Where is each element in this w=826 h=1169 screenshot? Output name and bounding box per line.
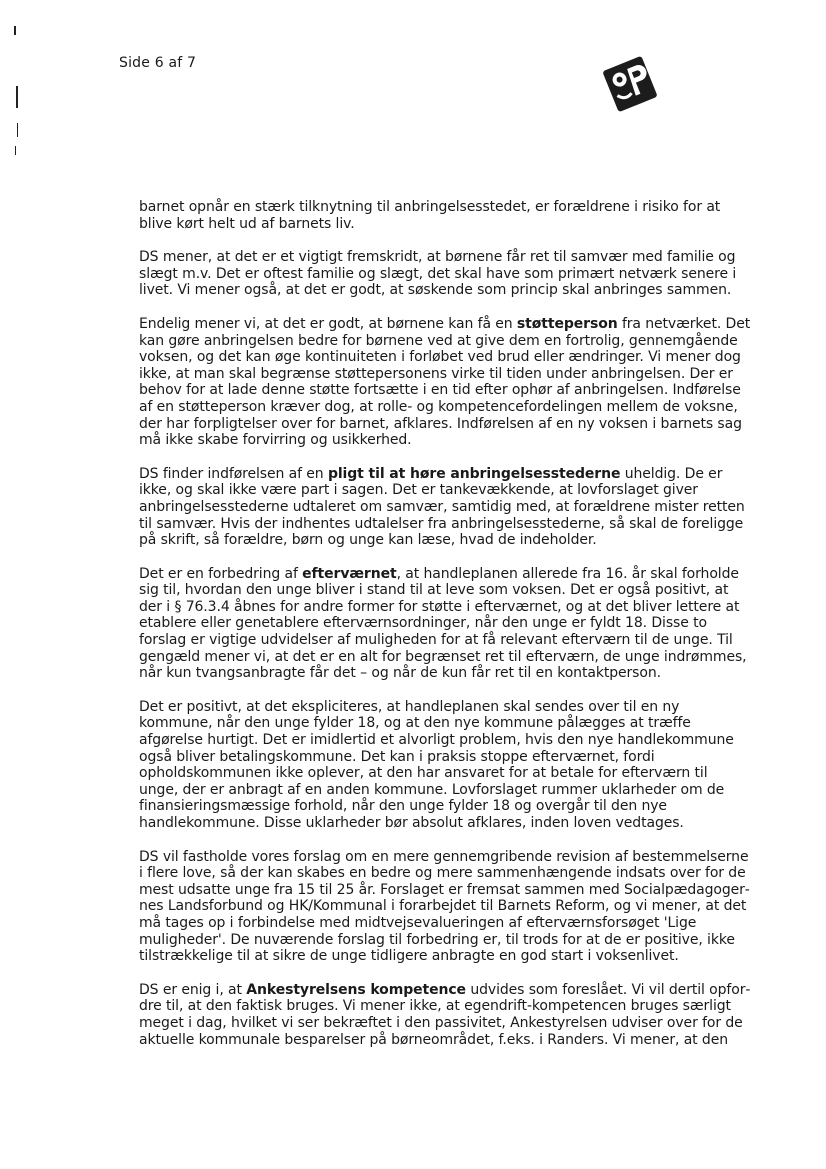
paragraph	[139, 466, 751, 549]
paragraph-text: Det er positivt, at det ekspliciteres, at handleplanen skal sendes over til en ny kommune, når den unge fylder 18, og at den nye kommune pålægges at træffe afgørelse hurtigt. Det er imidlertid et alvorligt problem, hvis den nye handlekommune også bliver betalingskommune. Det kan i praksis stoppe efterværnet, fordi opholdskommunen ikke oplever, at den har ansvaret for at betale for efterværn til unge, der er anbragt af en anden kommune. Lovforslaget rummer uklarheder om de finansieringsmæssige forhold, når den unge fylder 18 og overgår til den nye handlekommune. Disse uklarheder bør absolut afklares, inden loven vedtages.	[139, 698, 734, 831]
scanned-organisation-logo-icon	[600, 52, 660, 116]
paragraph-text: DS finder indførelsen af en	[139, 465, 328, 482]
paragraph-text: , at handleplanen allerede fra 16. år skal forholde sig til, hvordan den unge bliver i stand til at leve som voksen. Det er også positivt, at der i § 76.3.4 åbnes for andre former for støtte i efterværnet, og at det bliver lettere at etablere eller genetablere efterværnsordninger, når den unge er fyldt 18. Disse to forslag er vigtige udvidelser af muligheden for at få relevant efterværn til de unge. Til gengæld mener vi, at det er en alt for begrænset ret til efterværn, de unge indrømmes, når kun tvangsanbragte får det – og når de kun får ret til en kontaktperson.	[139, 565, 747, 682]
scan-margin-mark	[14, 26, 16, 35]
page-number: Side 6 af 7	[119, 55, 197, 71]
paragraph	[139, 566, 751, 682]
scan-margin-mark	[15, 146, 16, 155]
scan-margin-mark	[17, 123, 18, 137]
paragraph	[139, 982, 751, 1048]
paragraph-text: DS vil fastholde vores forslag om en mere gennemgribende revision af bestemmelserne i flere love, så der kan skabes en bedre og mere sammenhængende indsats over for de mest udsatte unge fra 15 til 25 år. Forslaget er fremsat sammen med Socialpædagogernes Landsforbund og HK/Kommunal i forarbejdet til Barnets Reform, og vi mener, at det må tages op i forbindelse med midtvejsevalueringen af efterværnsforsøget 'Lige muligheder'. De nuværende forslag til forbedring er, til trods for at de er positive, ikke tilstrækkelige til at sikre de unge tidligere anbragte en god start i voksenlivet.	[139, 848, 750, 965]
emphasized-term: støtteperson	[516, 315, 618, 332]
emphasized-term: pligt til at høre anbringelsesstederne	[327, 465, 621, 482]
paragraph-text: DS er enig i, at	[139, 981, 247, 998]
paragraph-text: Det er en forbedring af	[139, 565, 303, 582]
paragraph	[139, 849, 751, 965]
document-body	[139, 199, 751, 1065]
paragraph-text: uheldig. De er ikke, og skal ikke være part i sagen. Det er tankevækkende, at lovforslaget giver anbringelsesstederne udtaleret om samvær, samtidig med, at forældrene mister retten til samvær. Hvis der indhentes udtalelser fra anbringelsesstederne, så skal de foreligge på skrift, så forældre, børn og unge kan læse, hvad de indeholder.	[139, 465, 745, 549]
paragraph	[139, 316, 751, 449]
paragraph	[139, 199, 751, 232]
paragraph-text: DS mener, at det er et vigtigt fremskridt, at børnene får ret til samvær med familie og slægt m.v. Det er oftest familie og slægt, det skal have som primært netværk senere i livet. Vi mener også, at det er godt, at søskende som princip skal anbringes sammen.	[139, 249, 737, 299]
paragraph-text: Endelig mener vi, at det er godt, at børnene kan få en	[139, 315, 517, 332]
emphasized-term: Ankestyrelsens kompetence	[246, 981, 466, 998]
paragraph	[139, 699, 751, 832]
paragraph	[139, 249, 751, 299]
emphasized-term: efterværnet	[302, 565, 397, 582]
paragraph-text: udvides som foreslået. Vi vil dertil opfordre til, at den faktisk bruges. Vi mener ikke, at egendrift-kompetencen bruges særligt meget i dag, hvilket vi ser bekræftet i den passivitet, Ankestyrelsen udviser over for de aktuelle kommunale besparelser på børneområdet, f.eks. i Randers. Vi mener, at den	[139, 981, 751, 1048]
paragraph-text: barnet opnår en stærk tilknytning til anbringelsesstedet, er forældrene i risiko for at blive kørt helt ud af barnets liv.	[139, 199, 721, 232]
scan-margin-mark	[16, 86, 18, 108]
paragraph-text: fra netværket. Det kan gøre anbringelsen bedre for børnene ved at give dem en fortrolig, gennemgående voksen, og det kan øge kontinuiteten i forløbet ved brud eller ændringer. Vi mener dog ikke, at man skal begrænse støttepersonens virke til tiden under anbringelsen. Der er behov for at lade denne støtte fortsætte i en tid efter ophør af anbringelsen. Indførelse af en støtteperson kræver dog, at rolle- og kompetencefordelingen mellem de voksne, der har forpligtelser over for barnet, afklares. Indførelsen af en ny voksen i barnets sag må ikke skabe forvirring og usikkerhed.	[139, 315, 751, 449]
